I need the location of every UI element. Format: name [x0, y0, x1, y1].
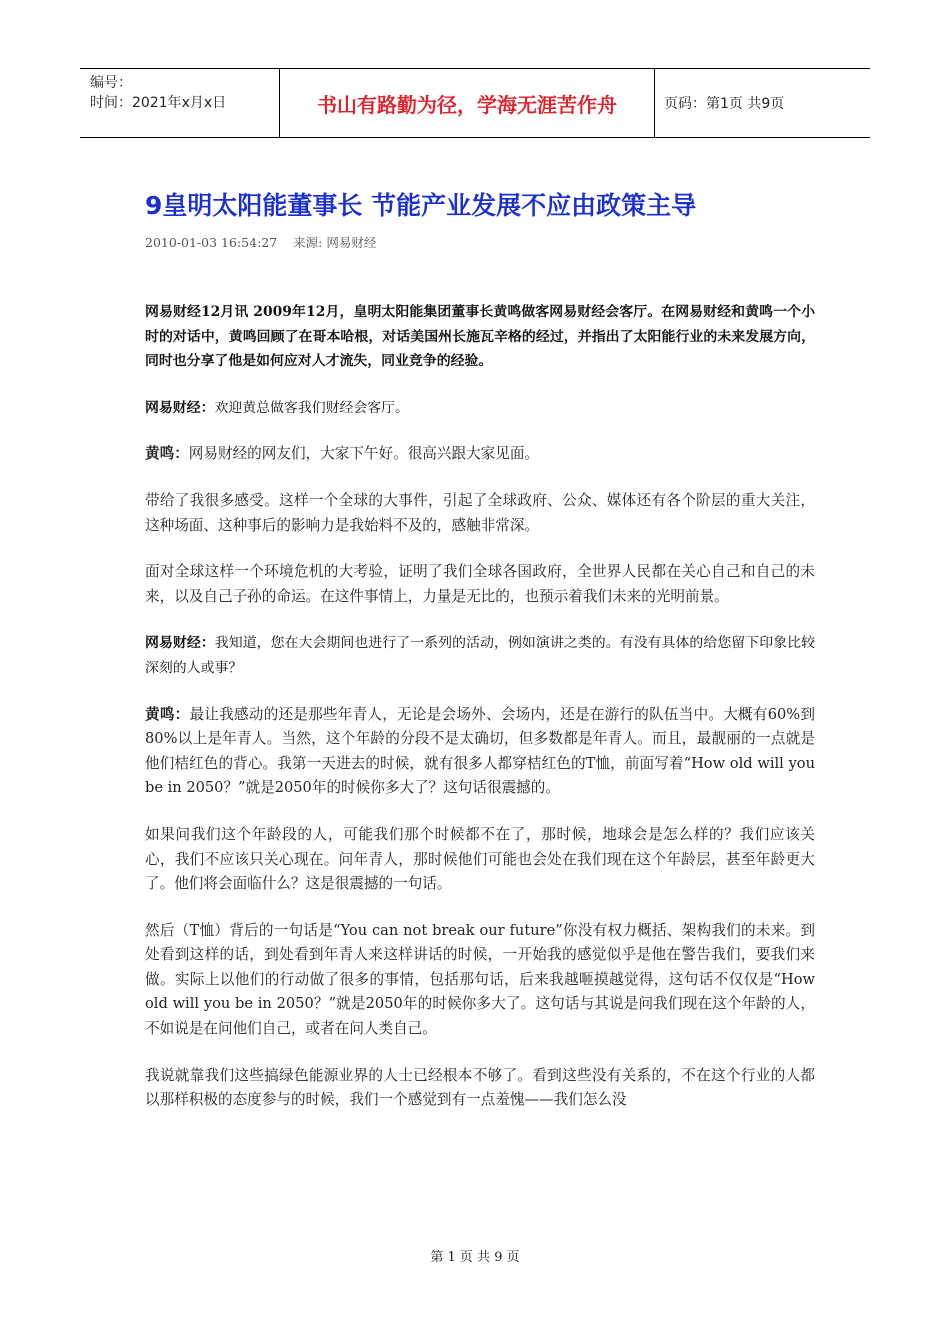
header-page-info: 页码：第1页 共9页 [664, 96, 785, 112]
article-title: 9皇明太阳能董事长 节能产业发展不应由政策主导 [145, 191, 697, 220]
question-paragraph [145, 631, 815, 680]
paragraph-text: 最让我感动的还是那些年青人，无论是会场外、会场内，还是在游行的队伍当中。大概有60%到80%以上是年青人。当然，这个年龄的分段不是太确切，但多数都是年青人。而且，最靓丽的一点就是他们桔红色的背心。我第一天进去的时候，就有很多人都穿桔红色的T恤，前面写着“How old will you be in 2050？”就是2050年的时候你多大了？这句话很震撼的。 [145, 705, 815, 797]
body-paragraph: 我说就靠我们这些搞绿色能源业界的人士已经根本不够了。看到这些没有关系的，不在这个行业的人都以那样积极的态度参与的时候，我们一个感觉到有一点羞愧——我们怎么没 [145, 1066, 815, 1109]
header-info-cell [80, 69, 280, 137]
body-paragraph: 然后（T恤）背后的一句话是“You can not break our future”你没有权力概括、架构我们的未来。到处看到这样的话，到处看到年青人来这样讲话的时候，一开始我的感觉似乎是他在警告我们，要我们来做。实际上以他们的行动做了很多的事情，包括那句话，后来我越咂摸越觉得，这句话不仅仅是“How old will you be in 2050？”就是2050年的时候你多大了。这句话与其说是问我们现在这个年龄的人，不如说是在问他们自己，或者在问人类自己。 [145, 921, 815, 1038]
article-timestamp: 2010-01-03 16:54:27 [145, 235, 278, 250]
article-body [145, 300, 815, 1135]
speaker-label: 黄鸣： [145, 705, 190, 723]
header-motto: 书山有路勤为径，学海无涯苦作舟 [280, 69, 655, 137]
lead-paragraph: 网易财经12月讯 2009年12月，皇明太阳能集团董事长黄鸣做客网易财经会客厅。在网易财经和黄鸣一个小时的对话中，黄鸣回顾了在哥本哈根，对话美国州长施瓦辛格的经过，并指出了太阳能行业的未来发展方向，同时也分享了他是如何应对人才流失，同业竞争的经验。 [145, 304, 815, 370]
body-paragraph: 带给了我很多感受。这样一个全球的大事件，引起了全球政府、公众、媒体还有各个阶层的重大关注，这种场面、这种事后的影响力是我始料不及的，感触非常深。 [145, 491, 815, 534]
paragraph-text: 网易财经的网友们，大家下午好。很高兴跟大家见面。 [188, 445, 540, 463]
speaker-label: 网易财经： [145, 635, 215, 652]
article-source: 来源: 网易财经 [293, 235, 377, 250]
answer-paragraph [145, 703, 815, 801]
date-label: 时间：2021年x月x日 [90, 95, 227, 111]
article-meta [145, 233, 376, 251]
page-footer: 第 1 页 共 9 页 [430, 1250, 520, 1265]
speaker-label: 网易财经： [145, 399, 215, 416]
body-paragraph: 如果问我们这个年龄段的人，可能我们那个时候都不在了，那时候，地球会是怎么样的？我们应该关心，我们不应该只关心现在。问年青人，那时候他们可能也会处在我们现在这个年龄层，甚至年龄更大了。他们将会面临什么？这是很震撼的一句话。 [145, 825, 815, 893]
number-label: 编号： [90, 75, 132, 91]
document-header [80, 68, 870, 138]
question-paragraph [145, 396, 815, 421]
answer-paragraph [145, 442, 815, 467]
paragraph-text: 欢迎黄总做客我们财经会客厅。 [214, 399, 409, 416]
body-paragraph: 面对全球这样一个环境危机的大考验，证明了我们全球各国政府，全世界人民都在关心自己和自己的未来，以及自己子孙的命运。在这件事情上，力量是无比的，也预示着我们未来的光明前景。 [145, 563, 815, 605]
paragraph-text: 我知道，您在大会期间也进行了一系列的活动，例如演讲之类的。有没有具体的给您留下印象比较深刻的人或事？ [145, 635, 815, 676]
speaker-label: 黄鸣： [145, 445, 189, 463]
